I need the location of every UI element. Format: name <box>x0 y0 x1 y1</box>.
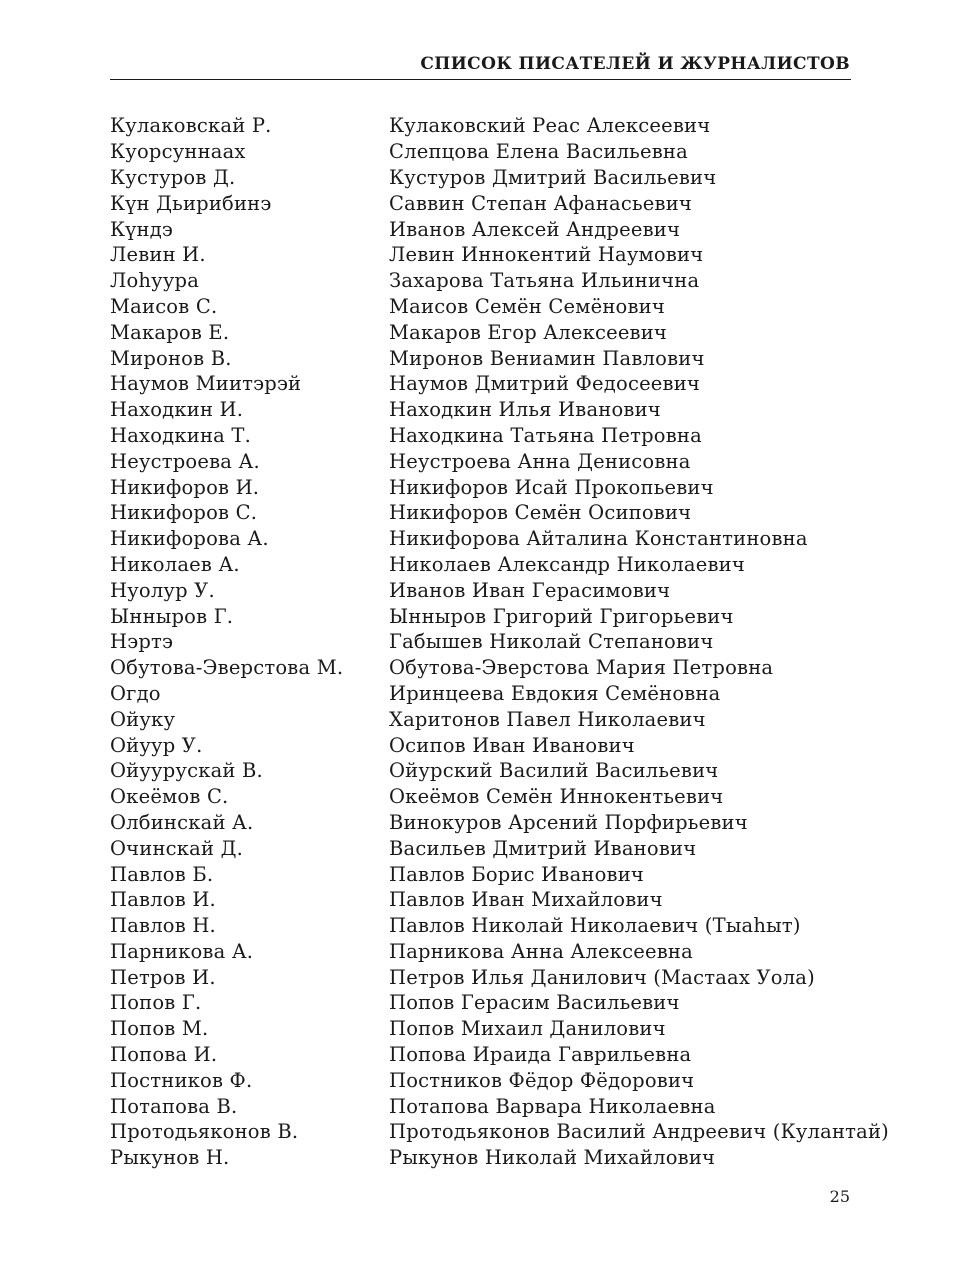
pseudonym: Петров И. <box>110 965 216 989</box>
list-item <box>110 732 859 758</box>
list-item <box>110 913 859 939</box>
full-name: Океёмов Семён Иннокентьевич <box>389 785 724 809</box>
full-name: Иринцеева Евдокия Семёновна <box>389 681 721 705</box>
pseudonym: Куорсуннаах <box>110 140 246 164</box>
full-name: Осипов Иван Иванович <box>389 733 635 757</box>
full-name: Левин Иннокентий Наумович <box>389 243 704 267</box>
list-item <box>110 1067 859 1093</box>
full-name: Никифоров Исай Прокопьевич <box>389 475 714 499</box>
list-item <box>110 1042 859 1068</box>
pseudonym: Огдо <box>110 681 161 705</box>
list-item <box>110 1093 859 1119</box>
list-item <box>110 655 859 681</box>
pseudonym: Левин И. <box>110 243 206 267</box>
pseudonym: Нуолур У. <box>110 578 215 602</box>
list-item <box>110 190 859 216</box>
list-item <box>110 371 859 397</box>
pseudonym: Лоһуура <box>110 269 200 293</box>
list-item <box>110 681 859 707</box>
list-item <box>110 758 859 784</box>
full-name: Попов Михаил Данилович <box>389 1017 666 1041</box>
full-name: Обутова-Эверстова Мария Петровна <box>389 656 774 680</box>
pseudonym: Ынныров Г. <box>110 604 234 628</box>
list-item <box>110 1145 859 1171</box>
full-name: Никифоров Семён Осипович <box>389 501 692 525</box>
pseudonym: Макаров Е. <box>110 320 230 344</box>
pseudonym: Ойуурускай В. <box>110 759 263 783</box>
full-name: Потапова Варвара Николаевна <box>389 1094 716 1118</box>
pseudonym: Попова И. <box>110 1043 218 1067</box>
running-header-title: СПИСОК ПИСАТЕЛЕЙ И ЖУРНАЛИСТОВ <box>420 54 850 74</box>
header-rule <box>110 79 851 80</box>
full-name: Протодьяконов Василий Андреевич (Кулантай) <box>389 1120 889 1144</box>
full-name: Рыкунов Николай Михайлович <box>389 1146 716 1170</box>
list-item <box>110 1016 859 1042</box>
list-item <box>110 964 859 990</box>
full-name: Павлов Иван Михайлович <box>389 888 663 912</box>
full-name: Слепцова Елена Васильевна <box>389 140 688 164</box>
pseudonym: Обутова-Эверстова М. <box>110 656 344 680</box>
list-item <box>110 939 859 965</box>
list-item <box>110 113 859 139</box>
writers-list <box>110 113 889 1171</box>
list-item <box>110 629 859 655</box>
list-item <box>110 423 859 449</box>
full-name: Попов Герасим Васильевич <box>389 991 680 1015</box>
list-item <box>110 552 859 578</box>
list-item <box>110 294 859 320</box>
pseudonym: Находкин И. <box>110 398 244 422</box>
list-item <box>110 216 859 242</box>
pseudonym: Неустроева А. <box>110 449 260 473</box>
pseudonym: Күн Дьирибинэ <box>110 191 272 215</box>
list-item <box>110 990 859 1016</box>
full-name: Никифорова Айталина Константиновна <box>389 527 808 551</box>
list-item <box>110 139 859 165</box>
pseudonym: Очинскай Д. <box>110 836 244 860</box>
list-item <box>110 397 859 423</box>
list-item <box>110 887 859 913</box>
list-item <box>110 500 859 526</box>
list-item <box>110 268 859 294</box>
full-name: Попова Ираида Гаврильевна <box>389 1043 692 1067</box>
full-name: Павлов Николай Николаевич (Тыаһыт) <box>389 914 801 938</box>
full-name: Захарова Татьяна Ильинична <box>389 269 700 293</box>
pseudonym: Протодьяконов В. <box>110 1120 299 1144</box>
list-item <box>110 345 859 371</box>
pseudonym: Находкина Т. <box>110 423 251 447</box>
pseudonym: Никифоров И. <box>110 475 260 499</box>
list-item <box>110 810 859 836</box>
pseudonym: Николаев А. <box>110 552 240 576</box>
pseudonym: Кустуров Д. <box>110 165 236 189</box>
full-name: Кулаковский Реас Алексеевич <box>389 114 711 138</box>
pseudonym: Ойуку <box>110 707 176 731</box>
full-name: Макаров Егор Алексеевич <box>389 320 668 344</box>
full-name: Васильев Дмитрий Иванович <box>389 836 697 860</box>
list-item <box>110 242 859 268</box>
full-name: Парникова Анна Алексеевна <box>389 939 693 963</box>
list-item <box>110 861 859 887</box>
full-name: Маисов Семён Семёнович <box>389 294 665 318</box>
pseudonym: Потапова В. <box>110 1094 238 1118</box>
full-name: Иванов Иван Герасимович <box>389 578 671 602</box>
pseudonym: Постников Ф. <box>110 1068 253 1092</box>
pseudonym: Никифоров С. <box>110 501 258 525</box>
full-name: Кустуров Дмитрий Васильевич <box>389 165 717 189</box>
full-name: Саввин Степан Афанасьевич <box>389 191 692 215</box>
full-name: Постников Фёдор Фёдорович <box>389 1068 695 1092</box>
pseudonym: Маисов С. <box>110 294 218 318</box>
pseudonym: Олбинскай А. <box>110 810 254 834</box>
full-name: Павлов Борис Иванович <box>389 862 644 886</box>
pseudonym: Павлов Н. <box>110 914 216 938</box>
full-name: Иванов Алексей Андреевич <box>389 217 681 241</box>
pseudonym: Попов Г. <box>110 991 202 1015</box>
list-item <box>110 835 859 861</box>
full-name: Петров Илья Данилович (Мастаах Уола) <box>389 965 815 989</box>
full-name: Ойурский Василий Васильевич <box>389 759 719 783</box>
pseudonym: Миронов В. <box>110 346 232 370</box>
list-item <box>110 577 859 603</box>
pseudonym: Кулаковскай Р. <box>110 114 272 138</box>
full-name: Харитонов Павел Николаевич <box>389 707 706 731</box>
list-item <box>110 1119 889 1145</box>
full-name: Николаев Александр Николаевич <box>389 552 745 576</box>
pseudonym: Ойуур У. <box>110 733 203 757</box>
full-name: Миронов Вениамин Павлович <box>389 346 705 370</box>
pseudonym: Парникова А. <box>110 939 254 963</box>
pseudonym: Күндэ <box>110 217 174 241</box>
pseudonym: Павлов И. <box>110 888 216 912</box>
list-item <box>110 448 859 474</box>
full-name: Ынныров Григорий Григорьевич <box>389 604 734 628</box>
pseudonym: Нэртэ <box>110 630 174 654</box>
full-name: Неустроева Анна Денисовна <box>389 449 691 473</box>
pseudonym: Павлов Б. <box>110 862 214 886</box>
full-name: Находкина Татьяна Петровна <box>389 423 702 447</box>
list-item <box>110 319 859 345</box>
pseudonym: Попов М. <box>110 1017 209 1041</box>
list-item <box>110 784 859 810</box>
full-name: Находкин Илья Иванович <box>389 398 661 422</box>
pseudonym: Никифорова А. <box>110 527 269 551</box>
pseudonym: Рыкунов Н. <box>110 1146 230 1170</box>
pseudonym: Океёмов С. <box>110 785 229 809</box>
full-name: Габышев Николай Степанович <box>389 630 714 654</box>
pseudonym: Наумов Миитэрэй <box>110 372 302 396</box>
list-item <box>110 165 859 191</box>
full-name: Наумов Дмитрий Федосеевич <box>389 372 701 396</box>
list-item <box>110 526 859 552</box>
list-item <box>110 474 859 500</box>
list-item <box>110 706 859 732</box>
full-name: Винокуров Арсений Порфирьевич <box>389 810 748 834</box>
list-item <box>110 603 859 629</box>
page-number: 25 <box>829 1187 850 1206</box>
